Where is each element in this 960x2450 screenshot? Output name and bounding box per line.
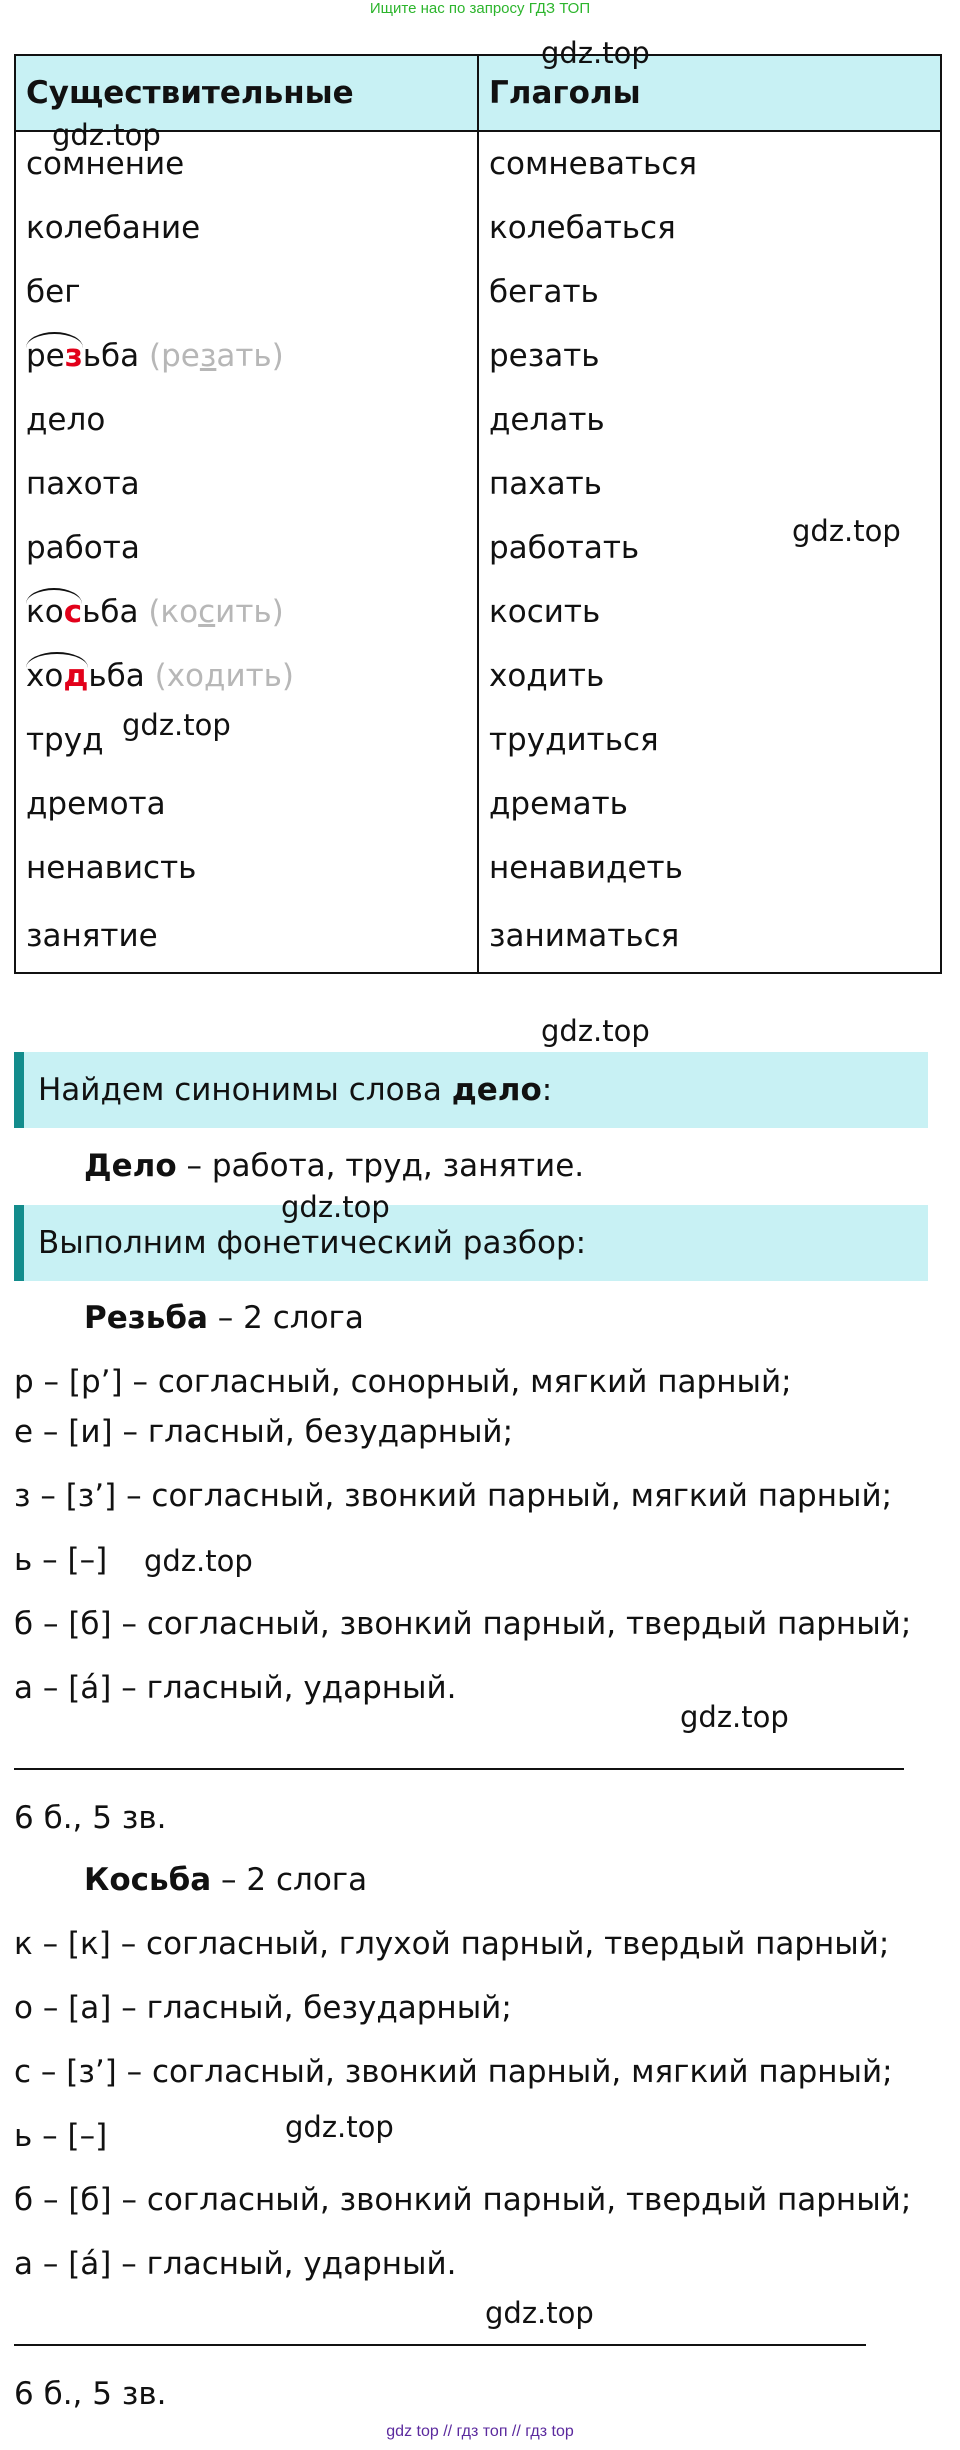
verb-cell: заниматься: [478, 900, 941, 973]
verb-cell: косить: [478, 580, 941, 644]
verb-cell: резать: [478, 324, 941, 388]
word-title: Резьба – 2 слога: [84, 1300, 364, 1336]
verb-cell: трудиться: [478, 708, 941, 772]
phonetic-line: к – [к] – согласный, глухой парный, твердый парный;: [14, 1926, 890, 1962]
phonetic-banner: Выполним фонетический разбор:: [14, 1205, 928, 1281]
root-arc-mark: [26, 652, 88, 668]
noun-cell: дело: [15, 388, 478, 452]
verb-cell: бегать: [478, 260, 941, 324]
watermark: gdz.top: [792, 514, 901, 548]
noun-cell: бег: [15, 260, 478, 324]
phonetic-line: с – [з’] – согласный, звонкий парный, мягкий парный;: [14, 2054, 893, 2090]
word-title: Косьба – 2 слога: [84, 1862, 368, 1898]
divider-line: [14, 1768, 904, 1770]
noun-cell: резьба (резать): [15, 324, 478, 388]
check-word-hint: (косить): [138, 594, 284, 630]
noun-cell: занятие: [15, 900, 478, 973]
root-arc-word: рез: [26, 338, 83, 374]
verb-cell: дремать: [478, 772, 941, 836]
phonetic-line: ь – [–]: [14, 1542, 108, 1578]
synonyms-answer: Дело – работа, труд, занятие.: [84, 1148, 585, 1184]
watermark: gdz.top: [144, 1544, 253, 1578]
watermark: gdz.top: [541, 1014, 650, 1048]
root-arc-mark: [26, 332, 83, 348]
root-arc-word: ход: [26, 658, 88, 694]
header-verbs: Глаголы: [478, 55, 941, 131]
verb-cell: сомневаться: [478, 131, 941, 196]
table-row: [15, 836, 941, 900]
phonetic-line: б – [б] – согласный, звонкий парный, твердый парный;: [14, 1606, 912, 1642]
top-search-hint-link[interactable]: Ищите нас по запросу ГДЗ ТОП: [369, 0, 591, 17]
verb-cell: делать: [478, 388, 941, 452]
phonetic-line: б – [б] – согласный, звонкий парный, твердый парный;: [14, 2182, 912, 2218]
table-row: [15, 388, 941, 452]
phonetic-line: а – [а́] – гласный, ударный.: [14, 2246, 457, 2282]
noun-cell: колебание: [15, 196, 478, 260]
noun-cell: косьба (косить): [15, 580, 478, 644]
watermark: gdz.top: [485, 2296, 594, 2330]
header-nouns: Существительные: [15, 55, 478, 131]
check-word-hint: (ходить): [144, 658, 295, 694]
watermark: gdz.top: [541, 36, 650, 70]
watermark: gdz.top: [281, 1190, 390, 1224]
bottom-site-links[interactable]: gdz top // гдз топ // гдз top: [386, 2423, 574, 2440]
noun-cell: пахота: [15, 452, 478, 516]
watermark: gdz.top: [52, 118, 161, 152]
phonetic-line: р – [р’] – согласный, сонорный, мягкий парный;: [14, 1364, 792, 1400]
table-row: [15, 644, 941, 708]
verb-cell: колебаться: [478, 196, 941, 260]
phonetic-line: е – [и] – гласный, безударный;: [14, 1414, 514, 1450]
watermark: gdz.top: [680, 1700, 789, 1734]
phonetic-line: а – [а́] – гласный, ударный.: [14, 1670, 457, 1706]
watermark: gdz.top: [122, 708, 231, 742]
noun-cell: дремота: [15, 772, 478, 836]
phonetic-line: о – [а] – гласный, безударный;: [14, 1990, 512, 2026]
divider-line: [14, 2344, 866, 2346]
table-row: [15, 580, 941, 644]
table-row: [15, 196, 941, 260]
noun-cell: труд: [15, 708, 478, 772]
table-row: [15, 772, 941, 836]
synonyms-banner: Найдем синонимы слова дело:: [14, 1052, 928, 1128]
table-row: [15, 452, 941, 516]
word-summary: 6 б., 5 зв.: [14, 1800, 167, 1836]
root-arc-mark: [26, 588, 82, 604]
check-word-hint: (резать): [139, 338, 284, 374]
noun-cell: работа: [15, 516, 478, 580]
verb-cell: ненавидеть: [478, 836, 941, 900]
verb-cell: ходить: [478, 644, 941, 708]
table-row: [15, 900, 941, 973]
watermark: gdz.top: [285, 2110, 394, 2144]
word-summary: 6 б., 5 зв.: [14, 2376, 167, 2412]
root-arc-word: кос: [26, 594, 82, 630]
table-row: [15, 324, 941, 388]
noun-cell: ненависть: [15, 836, 478, 900]
verb-cell: пахать: [478, 452, 941, 516]
phonetic-line: з – [з’] – согласный, звонкий парный, мягкий парный;: [14, 1478, 893, 1514]
noun-cell: сомнение: [15, 131, 478, 196]
table-row: [15, 260, 941, 324]
noun-cell: ходьба (ходить): [15, 644, 478, 708]
verb-cell: работать: [478, 516, 941, 580]
phonetic-line: ь – [–]: [14, 2118, 108, 2154]
